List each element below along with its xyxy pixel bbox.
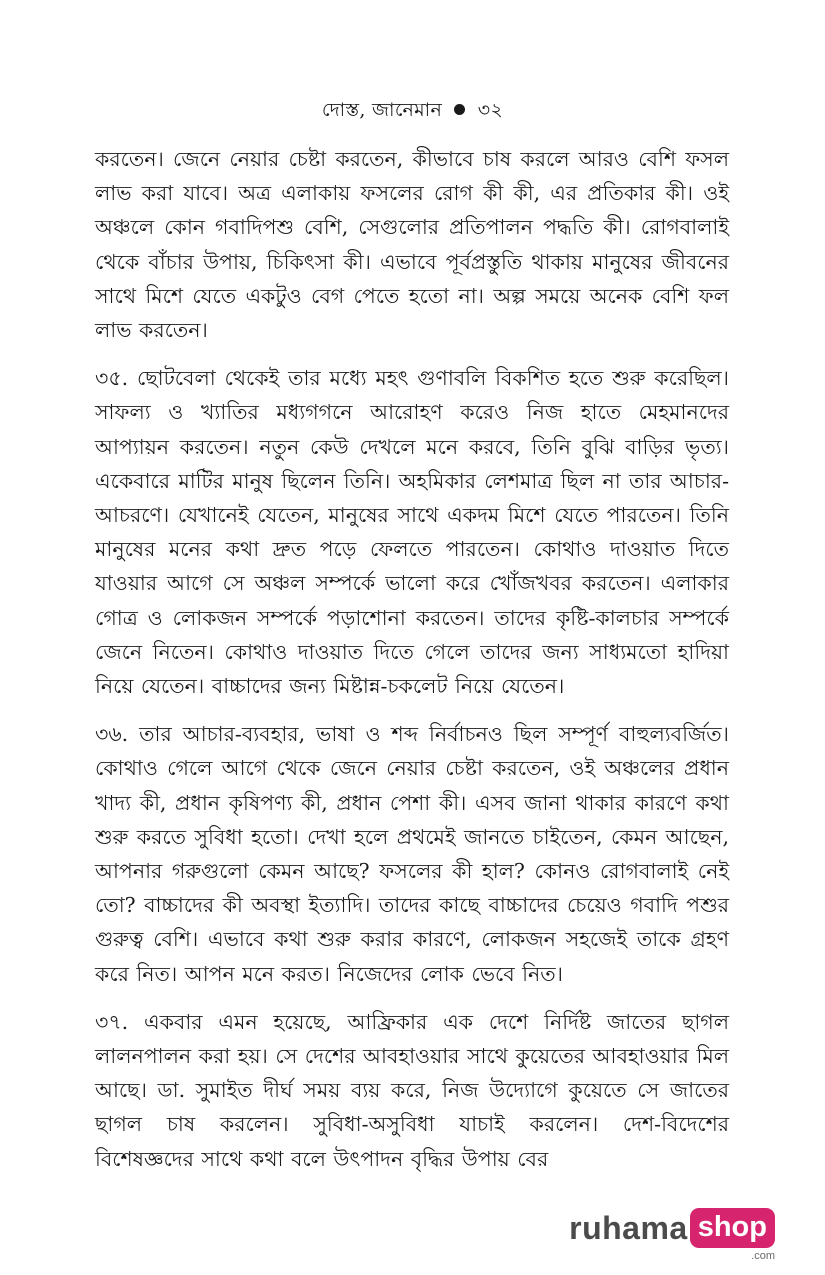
paragraph-37: ৩৭. একবার এমন হয়েছে, আফ্রিকার এক দেশে নির্দিষ্ট জাতের ছাগল লালনপালন করা হয়। সে দেশের আবহাওয়ার সাথে কুয়েতের আবহাওয়ার মিল আছে। ডা. সুমাইত দীর্ঘ সময় ব্যয় করে, নিজ উদ্যোগে কুয়েতে সে জাতের ছাগল চাষ করলেন। সুবিধা-অসুবিধা যাচাই করলেন। দেশ-বিদেশের বিশেষজ্ঞদের সাথে কথা বলে উৎপাদন বৃদ্ধির উপায় বের [95,1009,729,1171]
logo-shop-block [688,1208,775,1262]
paragraph-continuation: করতেন। জেনে নেয়ার চেষ্টা করতেন, কীভাবে চাষ করলে আরও বেশি ফসল লাভ করা যাবে। অত্র এলাকায় ফসলের রোগ কী কী, এর প্রতিকার কী। ওই অঞ্চলে কোন গবাদিপশু বেশি, সেগুলোর প্রতিপালন পদ্ধতি কী। রোগবালাই থেকে বাঁচার উপায়, চিকিৎসা কী। এভাবে পূর্বপ্রস্তুতি থাকায় মানুষের জীবনের সাথে মিশে যেতে একটুও বেগ পেতে হতো না। অল্প সময়ে অনেক বেশি ফল লাভ করতেন। [95,147,729,343]
bullet-separator-icon [454,104,465,115]
ruhamashop-logo [569,1208,775,1262]
running-header [0,96,825,128]
logo-domain: .com [751,1250,775,1262]
book-title: দোস্ত, জানেমান [321,99,443,121]
page-number: ৩২ [477,99,504,121]
paragraph-35: ৩৫. ছোটবেলা থেকেই তার মধ্যে মহৎ গুণাবলি বিকশিত হতে শুরু করেছিল। সাফল্য ও খ্যাতির মধ্যগগনে আরোহণ করেও নিজ হাতে মেহমানদের আপ্যায়ন করতেন। নতুন কেউ দেখলে মনে করবে, তিনি বুঝি বাড়ির ভৃত্য। একেবারে মাটির মানুষ ছিলেন তিনি। অহমিকার লেশমাত্র ছিল না তার আচার-আচরণে। যেখানেই যেতেন, মানুষের সাথে একদম মিশে যেতে পারতেন। তিনি মানুষের মনের কথা দ্রুত পড়ে ফেলতে পারতেন। কোথাও দাওয়াত দিতে যাওয়ার আগে সে অঞ্চল সম্পর্কে ভালো করে খোঁজখবর করতেন। এলাকার গোত্র ও লোকজন সম্পর্কে পড়াশোনা করতেন। তাদের কৃষ্টি-কালচার সম্পর্কে জেনে নিতেন। কোথাও দাওয়াত দিতে গেলে তাদের জন্য সাধ্যমতো হাদিয়া নিয়ে যেতেন। বাচ্চাদের জন্য মিষ্টান্ন-চকলেট নিয়ে যেতেন। [95,366,729,699]
page-body [95,142,729,1190]
logo-text-shop: shop [690,1208,775,1248]
paragraph-36: ৩৬. তার আচার-ব্যবহার, ভাষা ও শব্দ নির্বাচনও ছিল সম্পূর্ণ বাহুল্যবর্জিত। কোথাও গেলে আগে থেকে জেনে নেয়ার চেষ্টা করতেন, ওই অঞ্চলের প্রধান খাদ্য কী, প্রধান কৃষিপণ্য কী, প্রধান পেশা কী। এসব জানা থাকার কারণে কথা শুরু করতে সুবিধা হতো। দেখা হলে প্রথমেই জানতে চাইতেন, কেমন আছেন, আপনার গরুগুলো কেমন আছে? ফসলের কী হাল? কোনও রোগবালাই নেই তো? বাচ্চাদের কী অবস্থা ইত্যাদি। তাদের কাছে বাচ্চাদের চেয়েও গবাদি পশুর গুরুত্ব বেশি। এভাবে কথা শুরু করার কারণে, লোকজন সহজেই তাকে গ্রহণ করে নিত। আপন মনে করত। নিজেদের লোক ভেবে নিত। [95,722,729,986]
logo-text-ruhama: ruhama [569,1210,688,1246]
